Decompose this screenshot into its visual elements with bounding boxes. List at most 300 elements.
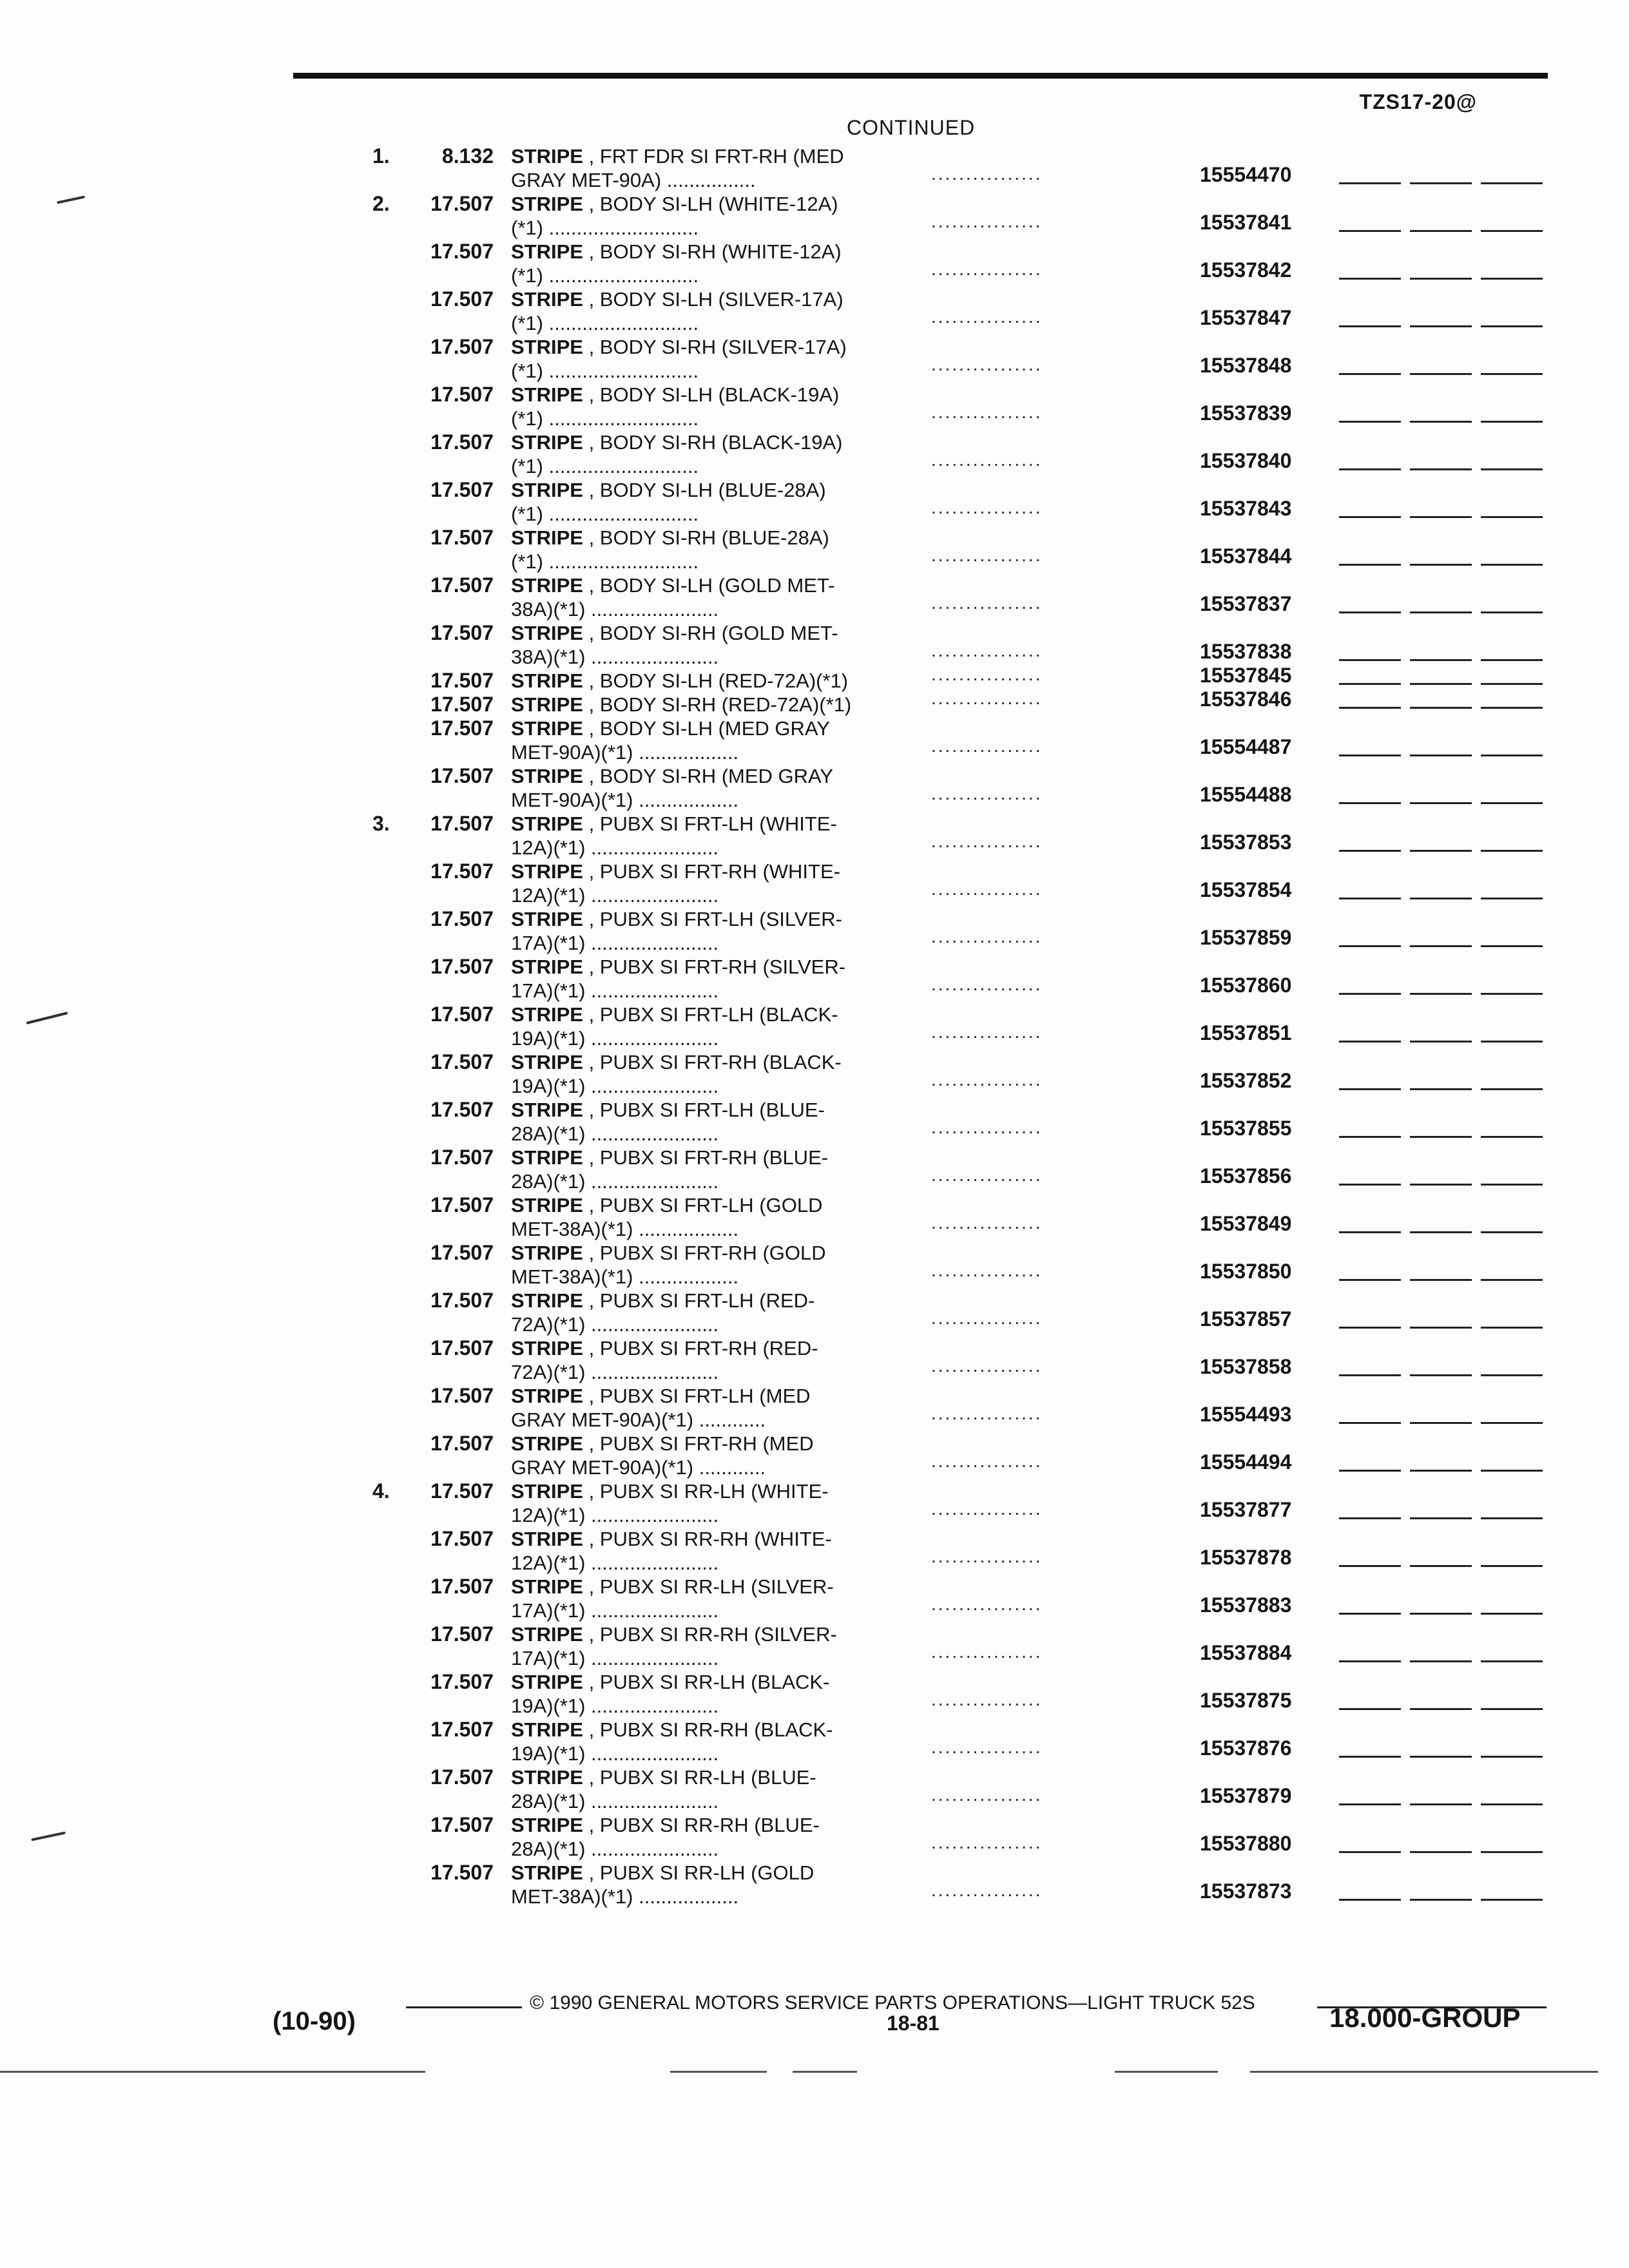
part-description: [511, 812, 898, 860]
leader-dots: ................: [931, 1832, 1043, 1852]
item-quantity: 17.507: [430, 764, 494, 787]
part-number: 15537844: [1200, 544, 1292, 568]
part-description: [511, 669, 898, 693]
blank-field: [1481, 1613, 1543, 1615]
part-number: 15537839: [1200, 401, 1292, 425]
part-keyword: STRIPE: [511, 1242, 583, 1264]
blank-field: [1481, 1374, 1543, 1376]
part-description: [511, 693, 898, 716]
blank-field: [1481, 278, 1543, 280]
blank-field: [1410, 611, 1472, 613]
part-description-text: , PUBX SI RR-RH (BLUE-: [583, 1814, 820, 1836]
blank-field: [1410, 373, 1472, 375]
blank-field: [1410, 1279, 1472, 1281]
part-row: [0, 1811, 1629, 1858]
part-description-cont: 28A)(*1) .......................: [511, 1838, 719, 1860]
blank-field: [1339, 468, 1401, 470]
footer-page-number: 18-81: [887, 2012, 940, 2035]
leader-dots: ................: [931, 1451, 1043, 1471]
blank-field: [1339, 1374, 1401, 1376]
part-description: [511, 192, 898, 240]
bottom-rule: [0, 2071, 425, 2073]
item-quantity: 17.507: [430, 1861, 494, 1884]
part-number: 15537849: [1200, 1212, 1292, 1235]
part-number: 15537879: [1200, 1784, 1292, 1807]
part-keyword: STRIPE: [511, 1766, 583, 1789]
blank-field: [1339, 898, 1401, 899]
part-row: [0, 1095, 1629, 1143]
part-description: [511, 1622, 898, 1670]
blank-field: [1339, 1279, 1401, 1281]
part-description-cont: 72A)(*1) .......................: [511, 1361, 719, 1383]
part-keyword: STRIPE: [511, 1146, 583, 1169]
part-row: [0, 809, 1629, 857]
part-description-cont: 28A)(*1) .......................: [511, 1122, 719, 1145]
part-keyword: STRIPE: [511, 1861, 583, 1884]
part-keyword: STRIPE: [511, 288, 583, 311]
part-number: 15537852: [1200, 1069, 1292, 1092]
item-quantity: 17.507: [430, 1479, 494, 1503]
part-description-text: , PUBX SI RR-RH (WHITE-: [583, 1528, 832, 1550]
blank-field: [1339, 683, 1401, 685]
blank-field: [1481, 1470, 1543, 1472]
blank-field: [1481, 516, 1543, 518]
part-description: [511, 764, 898, 812]
part-description-text: , PUBX SI FRT-RH (WHITE-: [583, 860, 840, 883]
part-row: [0, 285, 1629, 332]
item-quantity: 17.507: [430, 1050, 494, 1073]
leader-dots: ................: [931, 545, 1043, 565]
part-number: 15537840: [1200, 449, 1292, 472]
blank-field: [1481, 850, 1543, 852]
part-description: [511, 1527, 898, 1575]
leader-dots: ................: [931, 307, 1043, 327]
blank-field: [1410, 182, 1472, 184]
part-description-text: , PUBX SI FRT-LH (BLACK-: [583, 1003, 838, 1026]
blank-field: [1481, 1184, 1543, 1186]
part-keyword: STRIPE: [511, 1289, 583, 1312]
blank-field: [1339, 1184, 1401, 1186]
part-description-cont: 38A)(*1) .......................: [511, 598, 719, 620]
part-number: 15537876: [1200, 1736, 1292, 1760]
leader-dots: ................: [931, 1070, 1043, 1090]
part-description: [511, 478, 898, 526]
part-keyword: STRIPE: [511, 1385, 583, 1407]
part-description: [511, 907, 898, 955]
leader-dots: ................: [931, 450, 1043, 470]
part-row: [0, 1000, 1629, 1048]
part-description: [511, 287, 898, 335]
leader-dots: ................: [931, 164, 1043, 184]
item-quantity: 17.507: [430, 1813, 494, 1836]
blank-field: [1481, 468, 1543, 470]
part-row: [0, 1191, 1629, 1238]
part-keyword: STRIPE: [511, 1051, 583, 1073]
blank-field: [1481, 1565, 1543, 1567]
leader-dots: ................: [931, 1546, 1043, 1566]
part-keyword: STRIPE: [511, 1814, 583, 1836]
blank-field: [1339, 1851, 1401, 1853]
part-description-cont: 17A)(*1) .......................: [511, 1599, 719, 1622]
part-description-cont: 28A)(*1) .......................: [511, 1790, 719, 1812]
part-number: 15537851: [1200, 1021, 1292, 1044]
blank-field: [1339, 1613, 1401, 1615]
part-description-text: , PUBX SI RR-RH (SILVER-: [583, 1623, 837, 1646]
blank-field: [1339, 278, 1401, 280]
blank-field: [1339, 611, 1401, 613]
part-description: [511, 430, 898, 478]
part-row: [0, 666, 1629, 690]
leader-dots: ................: [931, 640, 1043, 660]
blank-field: [1410, 468, 1472, 470]
item-quantity: 17.507: [430, 287, 494, 311]
leader-dots: ................: [931, 831, 1043, 851]
part-keyword: STRIPE: [511, 383, 583, 406]
blank-field: [1481, 802, 1543, 804]
item-quantity: 17.507: [430, 1432, 494, 1455]
item-quantity: 17.507: [430, 335, 494, 358]
leader-dots: ................: [931, 1356, 1043, 1376]
item-quantity: 17.507: [430, 716, 494, 740]
blank-field: [1339, 373, 1401, 375]
part-description-cont: 19A)(*1) .......................: [511, 1742, 719, 1765]
part-description-cont: 19A)(*1) .......................: [511, 1075, 719, 1097]
part-row: [0, 857, 1629, 905]
blank-field: [1410, 1565, 1472, 1567]
blank-field: [1410, 1184, 1472, 1186]
part-description-cont: GRAY MET-90A)(*1) ............: [511, 1456, 766, 1479]
part-description-cont: (*1) ...........................: [511, 503, 699, 525]
part-description-text: , PUBX SI FRT-RH (BLUE-: [583, 1146, 829, 1169]
blank-field: [1410, 993, 1472, 995]
part-description-cont: 19A)(*1) .......................: [511, 1695, 719, 1717]
bottom-rule: [1115, 2071, 1218, 2073]
blank-field: [1339, 707, 1401, 709]
part-number: 15537848: [1200, 354, 1292, 377]
part-description: [511, 1479, 898, 1527]
blank-field: [1481, 421, 1543, 423]
blank-field: [1481, 1517, 1543, 1519]
leader-dots: ................: [931, 1213, 1043, 1233]
part-row: [0, 428, 1629, 476]
parts-list: [0, 142, 1629, 1906]
part-number: 15537842: [1200, 258, 1292, 282]
blank-field: [1339, 945, 1401, 947]
part-keyword: STRIPE: [511, 1480, 583, 1503]
blank-field: [1481, 1041, 1543, 1043]
part-description: [511, 1718, 898, 1765]
part-description-cont: 12A)(*1) .......................: [511, 1552, 719, 1574]
part-row: [0, 332, 1629, 380]
part-description: [511, 621, 898, 669]
leader-dots: ................: [931, 1737, 1043, 1757]
blank-field: [1481, 1136, 1543, 1138]
part-description-text: , PUBX SI FRT-LH (BLUE-: [583, 1099, 825, 1121]
part-row: [0, 571, 1629, 619]
blank-field: [1481, 1088, 1543, 1090]
part-keyword: STRIPE: [511, 479, 583, 501]
part-description-cont: MET-90A)(*1) ..................: [511, 789, 739, 811]
top-rule: [293, 73, 1548, 79]
item-quantity: 17.507: [430, 1765, 494, 1789]
part-description: [511, 1384, 898, 1432]
blank-field: [1339, 754, 1401, 756]
part-keyword: STRIPE: [511, 669, 583, 692]
blank-field: [1481, 1660, 1543, 1662]
leader-dots: ................: [931, 1880, 1043, 1900]
part-row: [0, 619, 1629, 666]
part-number: 15537838: [1200, 640, 1292, 663]
blank-field: [1410, 1470, 1472, 1472]
part-description: [511, 1336, 898, 1384]
part-number: 15554493: [1200, 1403, 1292, 1426]
blank-field: [1410, 1517, 1472, 1519]
part-keyword: STRIPE: [511, 1671, 583, 1693]
leader-dots: ................: [931, 688, 1043, 708]
item-quantity: 17.507: [430, 1718, 494, 1741]
part-description-text: , BODY SI-LH (WHITE-12A): [583, 193, 838, 215]
part-description-cont: 17A)(*1) .......................: [511, 932, 719, 954]
part-description-text: , PUBX SI FRT-LH (RED-: [583, 1289, 815, 1312]
blank-field: [1481, 564, 1543, 566]
blank-field: [1410, 230, 1472, 232]
blank-field: [1481, 1422, 1543, 1424]
blank-field: [1410, 1899, 1472, 1901]
blank-field: [1339, 325, 1401, 327]
blank-field: [1410, 850, 1472, 852]
part-row: [0, 762, 1629, 809]
blank-field: [1410, 1660, 1472, 1662]
leader-dots: ................: [931, 211, 1043, 231]
part-description-text: , BODY SI-LH (BLUE-28A): [583, 479, 826, 501]
leader-dots: ................: [931, 1642, 1043, 1662]
part-description-text: , BODY SI-LH (MED GRAY: [583, 717, 830, 740]
blank-field: [1481, 945, 1543, 947]
blank-field: [1481, 1327, 1543, 1329]
part-description-text: , BODY SI-LH (GOLD MET-: [583, 574, 835, 597]
part-keyword: STRIPE: [511, 145, 583, 168]
part-row: [0, 142, 1629, 189]
part-description-text: , BODY SI-RH (BLACK-19A): [583, 431, 843, 454]
leader-dots: ................: [931, 1117, 1043, 1137]
leader-dots: ................: [931, 402, 1043, 422]
part-number: 15537854: [1200, 878, 1292, 901]
part-number: 15537846: [1200, 687, 1292, 711]
part-row: [0, 905, 1629, 952]
part-number: 15537858: [1200, 1355, 1292, 1378]
blank-field: [1410, 1327, 1472, 1329]
part-row: [0, 1524, 1629, 1572]
item-quantity: 17.507: [430, 1003, 494, 1026]
blank-field: [1410, 421, 1472, 423]
part-row: [0, 1334, 1629, 1381]
part-row: [0, 1286, 1629, 1334]
blank-field: [1481, 182, 1543, 184]
part-keyword: STRIPE: [511, 1337, 583, 1360]
blank-field: [1481, 1231, 1543, 1233]
blank-field: [1481, 373, 1543, 375]
bottom-rule: [670, 2071, 767, 2073]
part-description-text: , BODY SI-RH (SILVER-17A): [583, 336, 847, 358]
part-description: [511, 383, 898, 430]
blank-field: [1339, 993, 1401, 995]
blank-field: [1410, 1136, 1472, 1138]
part-row: [0, 1048, 1629, 1095]
part-keyword: STRIPE: [511, 574, 583, 597]
part-description-text: , PUBX SI RR-LH (BLACK-: [583, 1671, 830, 1693]
part-description: [511, 573, 898, 621]
part-description-cont: 72A)(*1) .......................: [511, 1313, 719, 1336]
part-description-text: , FRT FDR SI FRT-RH (MED: [583, 145, 844, 168]
blank-field: [1481, 1803, 1543, 1805]
part-number: 15537884: [1200, 1641, 1292, 1664]
part-keyword: STRIPE: [511, 1003, 583, 1026]
blank-field: [1410, 1708, 1472, 1710]
item-quantity: 17.507: [430, 383, 494, 406]
part-description: [511, 1193, 898, 1241]
leader-dots: ................: [931, 259, 1043, 279]
blank-field: [1410, 1803, 1472, 1805]
part-description: [511, 1003, 898, 1050]
footer-line-left: [406, 2006, 522, 2008]
part-keyword: STRIPE: [511, 622, 583, 644]
item-quantity: 17.507: [430, 1241, 494, 1264]
part-description: [511, 716, 898, 764]
part-keyword: STRIPE: [511, 1528, 583, 1550]
item-quantity: 17.507: [430, 693, 494, 716]
item-quantity: 17.507: [430, 1336, 494, 1360]
part-description-cont: 38A)(*1) .......................: [511, 646, 719, 668]
part-keyword: STRIPE: [511, 1623, 583, 1646]
part-row: [0, 1763, 1629, 1811]
part-description-cont: 12A)(*1) .......................: [511, 884, 719, 907]
item-quantity: 17.507: [430, 1622, 494, 1646]
part-description-text: , PUBX SI FRT-RH (RED-: [583, 1337, 818, 1360]
blank-field: [1410, 1422, 1472, 1424]
part-number: 15537847: [1200, 306, 1292, 329]
leader-dots: ................: [931, 879, 1043, 899]
blank-field: [1410, 707, 1472, 709]
item-quantity: 17.507: [430, 1289, 494, 1312]
part-row: [0, 952, 1629, 1000]
part-keyword: STRIPE: [511, 693, 583, 716]
part-keyword: STRIPE: [511, 860, 583, 883]
blank-field: [1339, 850, 1401, 852]
item-quantity: 17.507: [430, 478, 494, 501]
catalog-code: TZS17-20@: [1359, 90, 1477, 113]
leader-dots: ................: [931, 1022, 1043, 1042]
blank-field: [1481, 659, 1543, 661]
leader-dots: ................: [931, 1785, 1043, 1805]
item-quantity: 17.507: [430, 1146, 494, 1169]
part-row: [0, 687, 1629, 716]
blank-field: [1410, 802, 1472, 804]
item-quantity: 17.507: [430, 1098, 494, 1121]
blank-field: [1410, 1374, 1472, 1376]
blank-field: [1410, 683, 1472, 685]
part-description-text: , PUBX SI FRT-LH (GOLD: [583, 1194, 823, 1216]
blank-field: [1339, 1422, 1401, 1424]
part-keyword: STRIPE: [511, 765, 583, 787]
leader-dots: ................: [931, 1594, 1043, 1614]
part-number: 15537880: [1200, 1832, 1292, 1855]
blank-field: [1481, 1899, 1543, 1901]
part-description: [511, 1765, 898, 1813]
item-quantity: 17.507: [430, 621, 494, 644]
item-quantity: 17.507: [430, 1384, 494, 1407]
leader-dots: ................: [931, 927, 1043, 947]
part-description-text: , PUBX SI FRT-RH (BLACK-: [583, 1051, 842, 1073]
part-description-text: , BODY SI-RH (BLUE-28A): [583, 526, 829, 549]
part-description-text: , BODY SI-LH (RED-72A)(*1): [583, 669, 849, 692]
part-number: 15537853: [1200, 831, 1292, 854]
part-number: 15537841: [1200, 211, 1292, 234]
part-description-text: , PUBX SI RR-LH (BLUE-: [583, 1766, 816, 1789]
part-description-cont: 28A)(*1) .......................: [511, 1170, 719, 1193]
blank-field: [1410, 1756, 1472, 1758]
part-row: [0, 1429, 1629, 1477]
part-keyword: STRIPE: [511, 1099, 583, 1121]
part-keyword: STRIPE: [511, 193, 583, 215]
part-row: [0, 380, 1629, 428]
part-description: [511, 335, 898, 383]
blank-field: [1410, 1613, 1472, 1615]
part-row: [0, 1620, 1629, 1667]
part-keyword: STRIPE: [511, 956, 583, 978]
item-quantity: 17.507: [430, 907, 494, 930]
part-description: [511, 1861, 898, 1908]
blank-field: [1339, 1041, 1401, 1043]
part-row: [0, 1477, 1629, 1524]
item-quantity: 17.507: [430, 812, 494, 835]
part-number: 15554487: [1200, 735, 1292, 758]
leader-dots: ................: [931, 1499, 1043, 1519]
blank-field: [1410, 516, 1472, 518]
part-description-cont: MET-38A)(*1) ..................: [511, 1218, 739, 1240]
part-row: [0, 476, 1629, 523]
part-description-text: , BODY SI-RH (GOLD MET-: [583, 622, 838, 644]
part-number: 15537860: [1200, 974, 1292, 997]
blank-field: [1481, 611, 1543, 613]
blank-field: [1481, 325, 1543, 327]
part-description-text: , BODY SI-RH (MED GRAY: [583, 765, 834, 787]
part-description-cont: GRAY MET-90A) ................: [511, 169, 756, 191]
part-description: [511, 860, 898, 907]
part-description-cont: 12A)(*1) .......................: [511, 1504, 719, 1526]
blank-field: [1481, 898, 1543, 899]
blank-field: [1481, 1756, 1543, 1758]
part-keyword: STRIPE: [511, 1718, 583, 1741]
continued-label: CONTINUED: [847, 116, 976, 139]
part-description: [511, 144, 898, 192]
part-keyword: STRIPE: [511, 812, 583, 835]
part-description-cont: (*1) ...........................: [511, 216, 699, 239]
item-quantity: 17.507: [430, 1193, 494, 1216]
item-number: 4.: [372, 1479, 390, 1503]
part-number: 15537857: [1200, 1307, 1292, 1331]
leader-dots: ................: [931, 974, 1043, 994]
footer-group: 18.000-GROUP: [1329, 2003, 1521, 2033]
part-description: [511, 1146, 898, 1193]
item-quantity: 17.507: [430, 669, 494, 692]
part-description-text: , PUBX SI RR-LH (WHITE-: [583, 1480, 829, 1503]
leader-dots: ................: [931, 783, 1043, 803]
footer-date-code: (10-90): [273, 2007, 356, 2035]
part-description-text: , BODY SI-LH (SILVER-17A): [583, 288, 843, 311]
part-description-text: , BODY SI-LH (BLACK-19A): [583, 383, 840, 406]
blank-field: [1339, 1803, 1401, 1805]
blank-field: [1339, 1899, 1401, 1901]
